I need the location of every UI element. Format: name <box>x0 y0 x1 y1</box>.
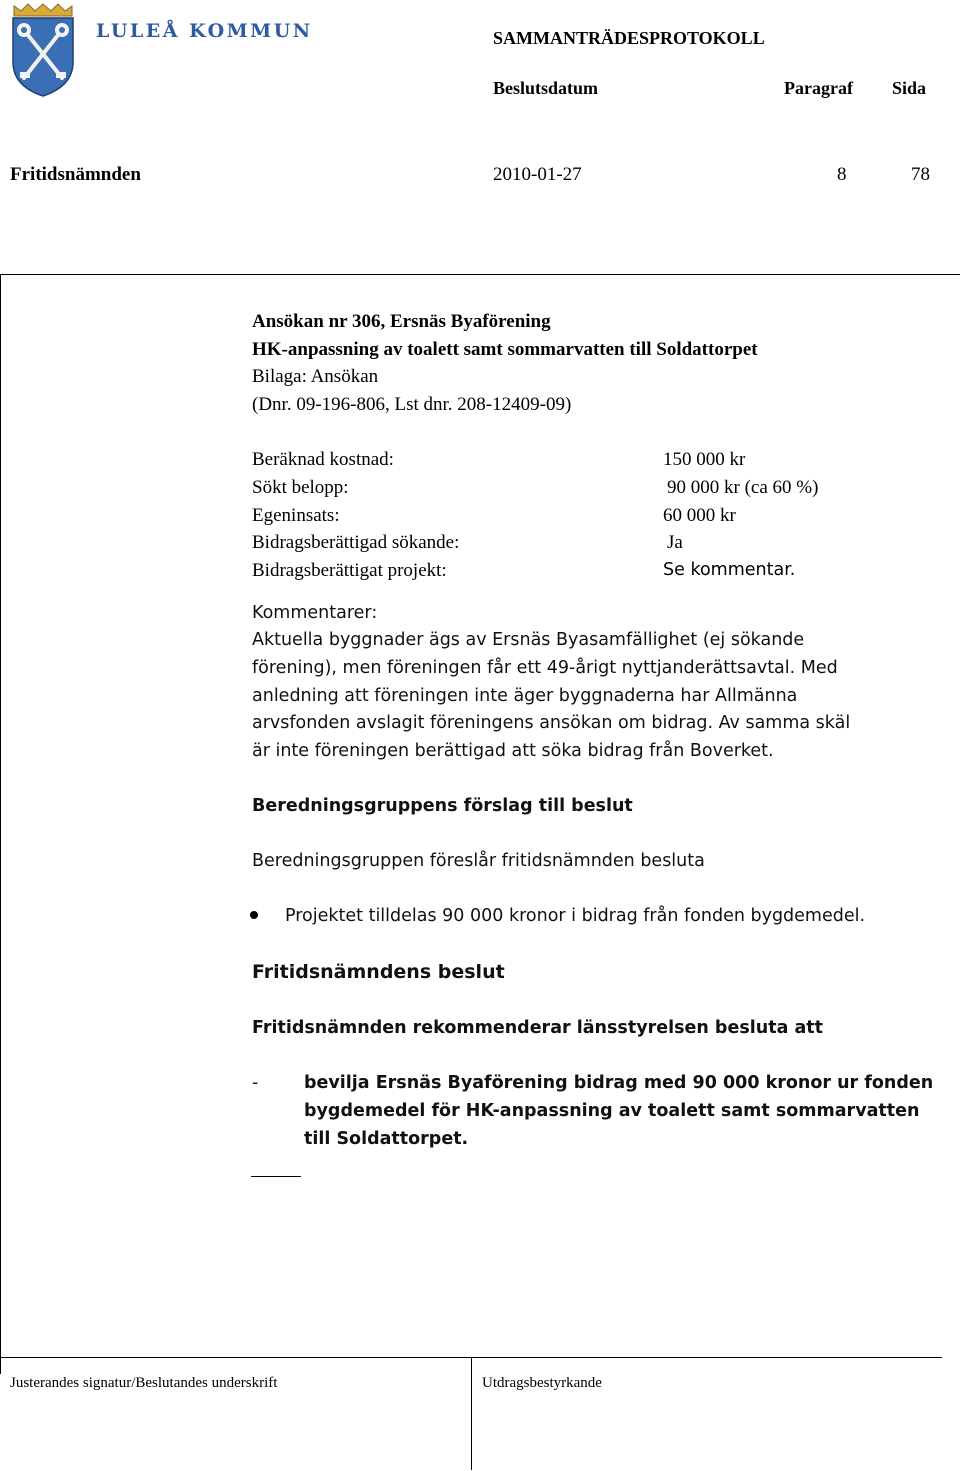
cost-value: Ja <box>667 532 683 553</box>
cost-label: Sökt belopp: <box>252 477 349 498</box>
end-rule <box>251 1176 301 1177</box>
cost-value: Se kommentar. <box>663 560 796 580</box>
frame-top-border <box>0 274 960 275</box>
cost-label: Bidragsberättigat projekt: <box>252 560 447 581</box>
decision-line: bygdemedel för HK-anpassning av toalett samt sommarvatten <box>304 1101 920 1121</box>
committee-name: Fritidsnämnden <box>10 164 141 185</box>
bullet-icon <box>250 911 258 919</box>
cost-value: 60 000 kr <box>663 505 736 526</box>
attachment-line: Bilaga: Ansökan <box>252 366 379 387</box>
proposal-heading: Beredningsgruppens förslag till beslut <box>252 796 633 816</box>
comment-line: förening), men föreningen får ett 49-årigt nyttjanderättsavtal. Med <box>252 658 838 678</box>
cost-value: 90 000 kr (ca 60 %) <box>667 477 819 498</box>
label-page: Sida <box>892 78 927 98</box>
label-paragraph: Paragraf <box>784 78 853 98</box>
cost-label: Beräknad kostnad: <box>252 449 394 470</box>
application-subtitle: HK-anpassning av toalett samt sommarvatten till Soldattorpet <box>252 339 758 360</box>
paragraph-number: 8 <box>837 164 847 185</box>
proposal-intro: Beredningsgruppen föreslår fritidsnämnden besluta <box>252 851 705 871</box>
municipal-crest-logo <box>10 2 76 98</box>
decision-date: 2010-01-27 <box>493 164 582 185</box>
decision-line: bevilja Ersnäs Byaförening bidrag med 90 000 kronor ur fonden <box>304 1073 934 1093</box>
signature-label: Justerandes signatur/Beslutandes underskrift <box>10 1375 278 1391</box>
label-decision-date: Beslutsdatum <box>493 78 599 98</box>
frame-left-border <box>0 274 1 1374</box>
comments-heading: Kommentarer: <box>252 603 378 623</box>
comment-line: är inte föreningen berättigad att söka bidrag från Boverket. <box>252 741 774 761</box>
comment-line: arvsfonden avslagit föreningens ansökan om bidrag. Av samma skäl <box>252 713 851 733</box>
proposal-bullet: Projektet tilldelas 90 000 kronor i bidrag från fonden bygdemedel. <box>285 906 866 926</box>
document-type: SAMMANTRÄDESPROTOKOLL <box>493 28 765 48</box>
footer-divider <box>471 1358 472 1470</box>
page-number: 78 <box>911 164 930 185</box>
municipality-name: LULEÅ KOMMUN <box>96 20 313 42</box>
application-title: Ansökan nr 306, Ersnäs Byaförening <box>252 311 551 332</box>
decision-dash: - <box>252 1073 259 1093</box>
decision-line: till Soldattorpet. <box>304 1129 469 1149</box>
decision-heading: Fritidsnämndens beslut <box>252 961 505 983</box>
cost-value: 150 000 kr <box>663 449 746 470</box>
cost-label: Bidragsberättigad sökande: <box>252 532 460 553</box>
cost-label: Egeninsats: <box>252 505 340 526</box>
comment-line: Aktuella byggnader ägs av Ersnäs Byasamfällighet (ej sökande <box>252 630 805 650</box>
extract-label: Utdragsbestyrkande <box>482 1375 602 1391</box>
comment-line: anledning att föreningen inte äger byggnaderna har Allmänna <box>252 686 798 706</box>
decision-recommendation: Fritidsnämnden rekommenderar länsstyrelsen besluta att <box>252 1018 824 1038</box>
reference-line: (Dnr. 09-196-806, Lst dnr. 208-12409-09) <box>252 394 572 415</box>
